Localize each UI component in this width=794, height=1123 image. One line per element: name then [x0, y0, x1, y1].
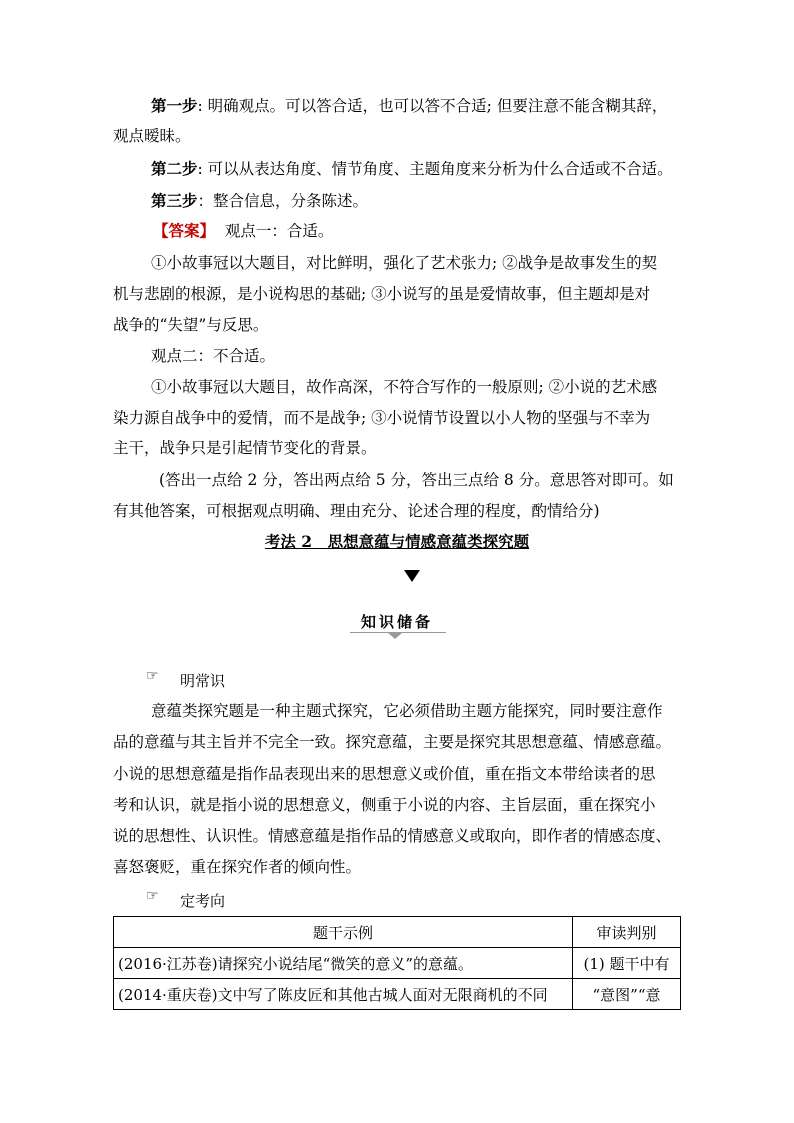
step1-line [113, 96, 685, 116]
p2-line3: 主干，战争只是引起情节变化的背景。 [113, 439, 377, 457]
p1-line1: ①小故事冠以大题目，对比鲜明，强化了艺术张力; ②战争是故事发生的契 [151, 254, 658, 272]
answer-tag: 【答案】 [153, 221, 216, 240]
mcs-line5: 说的思想性、认识性。情感意蕴是指作品的情感意义或取向，即作者的情感态度、 [113, 827, 672, 845]
down-triangle-icon [404, 570, 420, 582]
row1-col1: (2016·江苏卷)请探究小说结尾“微笑的意义”的意蕴。 [114, 948, 573, 979]
mcs-line6: 喜怒褒贬，重在探究作者的倾向性。 [113, 858, 362, 876]
pointing-hand-icon: ☞ [146, 888, 159, 904]
view2: 观点二：不合适。 [151, 347, 276, 365]
table-header-row [114, 917, 681, 948]
mingchangshi-heading: 明常识 [180, 672, 226, 690]
p2-line1: ①小故事冠以大题目，故作高深，不符合写作的一般原则; ②小说的艺术感 [151, 378, 658, 396]
example-table [113, 916, 681, 1010]
table-row [114, 979, 681, 1010]
banner-pointer-icon [388, 633, 402, 639]
step2-label: 第二步 [151, 159, 198, 178]
header-col2: 审读判别 [573, 917, 681, 948]
p1-line3: 战争的“失望”与反思。 [113, 316, 269, 334]
dingkaoxiang-heading: 定考向 [180, 892, 226, 910]
step2-line [113, 159, 685, 179]
table-row [114, 948, 681, 979]
p2-line2: 染力源自战争中的爱情，而不是战争; ③小说情节设置以小人物的坚强与不幸为 [113, 409, 651, 427]
row2-col2: “意图”“意 [573, 979, 681, 1010]
score-line2: 有其他答案，可根据观点明确、理由充分、论述合理的程度，酌情给分) [113, 502, 600, 520]
header-col1: 题干示例 [114, 917, 573, 948]
section-title-text: 考法 2 思想意蕴与情感意蕴类探究题 [264, 532, 530, 551]
step3-label: 第三步 [151, 191, 198, 210]
knowledge-banner: 知识储备 [360, 613, 433, 631]
mcs-line1: 意蕴类探究题是一种主题式探究，它必须借助主题方能探究，同时要注意作 [151, 702, 663, 720]
step1-label: 第一步 [151, 96, 198, 115]
pointing-hand-icon: ☞ [146, 668, 159, 684]
score-line1: (答出一点给 2 分，答出两点给 5 分，答出三点给 8 分。意思答对即可。如 [159, 471, 674, 489]
row1-col2: (1) 题干中有 [573, 948, 681, 979]
p1-line2: 机与悲剧的根源，是小说构思的基础; ③小说写的虽是爱情故事，但主题却是对 [113, 285, 651, 303]
mcs-line3: 小说的思想意蕴是指作品表现出来的思想意义或价值，重在指文本带给读者的思 [113, 765, 656, 783]
step2-text: : 可以从表达角度、情节角度、主题角度来分析为什么合适或不合适。 [197, 160, 673, 178]
step3-text: ：整合信息，分条陈述。 [197, 192, 369, 210]
answer-line [113, 221, 685, 241]
step3-line [113, 191, 685, 211]
mcs-line4: 考和认识，就是指小说的思想意义，侧重于小说的内容、主旨层面，重在探究小 [113, 796, 656, 814]
step1-line2: 观点暧昧。 [113, 127, 191, 145]
mcs-line2: 品的意蕴与其主旨并不完全一致。探究意蕴，主要是探究其思想意蕴、情感意蕴。 [113, 733, 672, 751]
section-title [0, 532, 794, 552]
row2-col1: (2014·重庆卷)文中写了陈皮匠和其他古城人面对无限商机的不同 [114, 979, 573, 1010]
view1: 观点一：合适。 [224, 222, 334, 240]
step1-text: : 明确观点。可以答合适，也可以答不合适; 但要注意不能含糊其辞， [197, 97, 668, 115]
